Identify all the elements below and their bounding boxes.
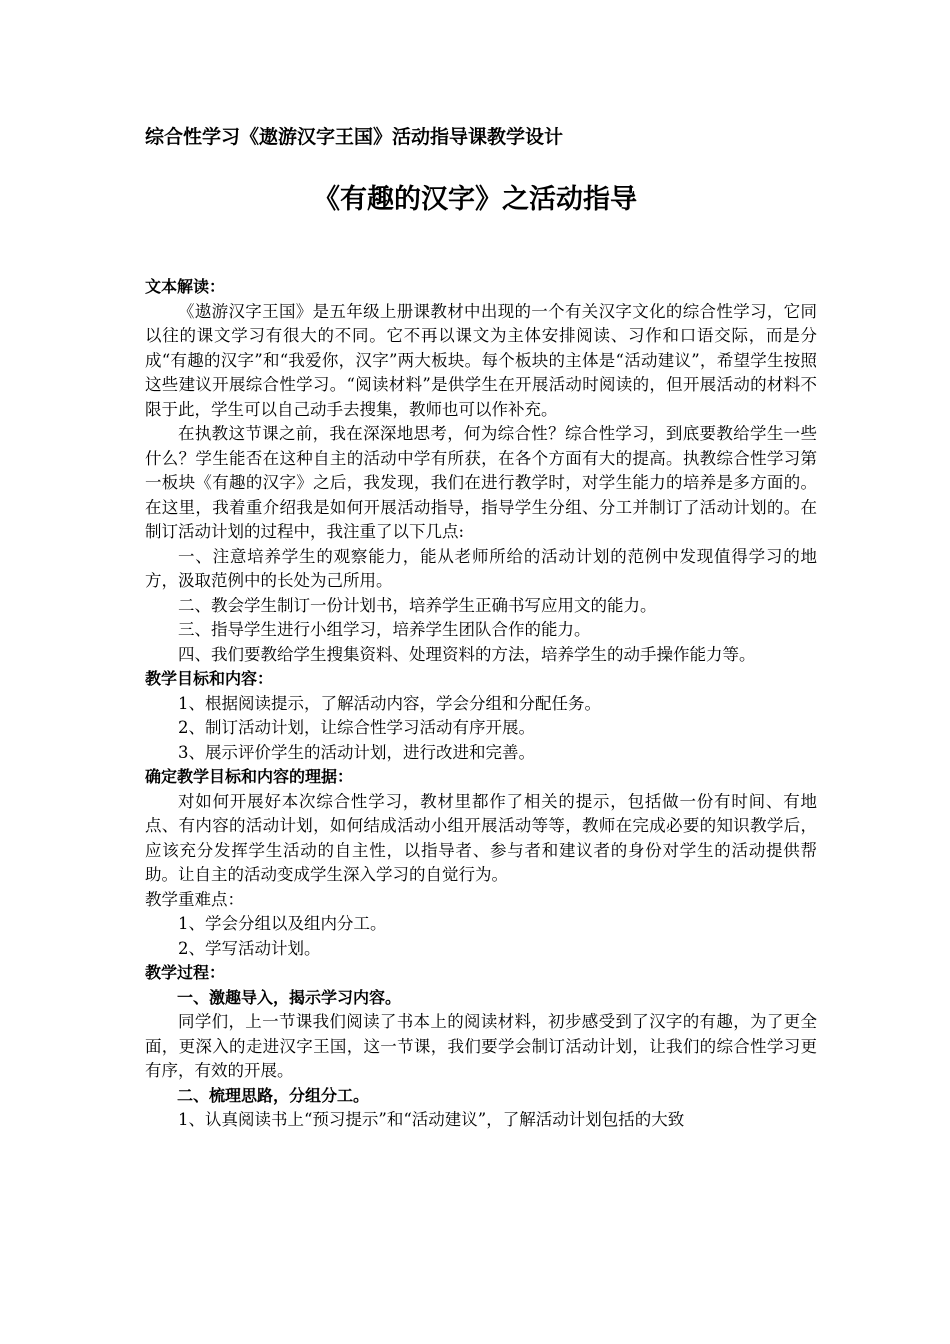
step-heading-2: 二、梳理思路，分组分工。 <box>177 1085 370 1105</box>
document-top-title: 综合性学习《遨游汉字王国》活动指导课教学设计 <box>145 126 564 148</box>
document-body <box>145 275 817 1133</box>
paragraph-step-1: 同学们，上一节课我们阅读了书本上的阅读材料，初步感受到了汉字的有趣，为了更全面，更深入的走进汉字王国，这一节课，我们要学会制订活动计划，让我们的综合性学习更有序，有效的开展。 <box>145 1012 817 1080</box>
paragraph-step-2: 1、认真阅读书上“预习提示”和“活动建议”，了解活动计划包括的大致 <box>178 1110 685 1129</box>
section-heading-process: 教学过程： <box>145 963 226 982</box>
point-item-4: 四、我们要教给学生搜集资料、处理资料的方法，培养学生的动手操作能力等。 <box>178 644 756 664</box>
goal-item-3: 3、展示评价学生的活动计划，进行改进和完善。 <box>178 742 535 762</box>
goal-item-1: 1、根据阅读提示，了解活动内容，学会分组和分配任务。 <box>178 693 601 713</box>
paragraph-text-reading-1: 《遨游汉字王国》是五年级上册课教材中出现的一个有关汉字文化的综合性学习，它同以往的课文学习有很大的不同。它不再以课文为主体安排阅读、习作和口语交际，而是分成“有趣的汉字”和“我爱你，汉字”两大板块。每个板块的主体是“活动建议”，希望学生按照这些建议开展综合性学习。“阅读材料”是供学生在开展活动时阅读的，但开展活动的材料不限于此，学生可以自己动手去搜集，教师也可以作补充。 <box>145 301 817 419</box>
section-heading-basis: 确定教学目标和内容的理据： <box>145 767 354 786</box>
key-point-item-1: 1、学会分组以及组内分工。 <box>178 914 387 933</box>
section-heading-text-reading: 文本解读： <box>145 277 226 296</box>
key-point-item-2: 2、学写活动计划。 <box>178 938 321 958</box>
point-item-3: 三、指导学生进行小组学习，培养学生团队合作的能力。 <box>178 620 591 639</box>
document-main-title: 《有趣的汉字》之活动指导 <box>313 184 637 215</box>
section-heading-goals: 教学目标和内容： <box>145 669 274 688</box>
paragraph-text-reading-2: 在执教这节课之前，我在深深地思考，何为综合性？综合性学习，到底要教给学生一些什么？学生能否在这种自主的活动中学有所获，在各个方面有大的提高。执教综合性学习第一板块《有趣的汉字》之后，我发现，我们在进行教学时，对学生能力的培养是多方面的。在这里，我着重介绍我是如何开展活动指导，指导学生分组、分工并制订了活动计划的。在制订活动计划的过程中，我注重了以下几点: <box>145 424 817 541</box>
key-points-label: 教学重难点： <box>145 889 244 909</box>
paragraph-basis: 对如何开展好本次综合性学习，教材里都作了相关的提示，包括做一份有时间、有地点、有内容的活动计划，如何结成活动小组开展活动等等，教师在完成必要的知识教学后，应该充分发挥学生活动的自主性，以指导者、参与者和建议者的身份对学生的活动提供帮助。让自主的活动变成学生深入学习的自觉行为。 <box>145 791 817 884</box>
point-item-2: 二、教会学生制订一份计划书，培养学生正确书写应用文的能力。 <box>178 595 657 615</box>
step-heading-1: 一、激趣导入，揭示学习内容。 <box>177 987 402 1007</box>
goal-item-2: 2、制订活动计划，让综合性学习活动有序开展。 <box>178 718 535 737</box>
point-item-1: 一、注意培养学生的观察能力，能从老师所给的活动计划的范例中发现值得学习的地方，汲取范例中的长处为己所用。 <box>145 546 817 590</box>
